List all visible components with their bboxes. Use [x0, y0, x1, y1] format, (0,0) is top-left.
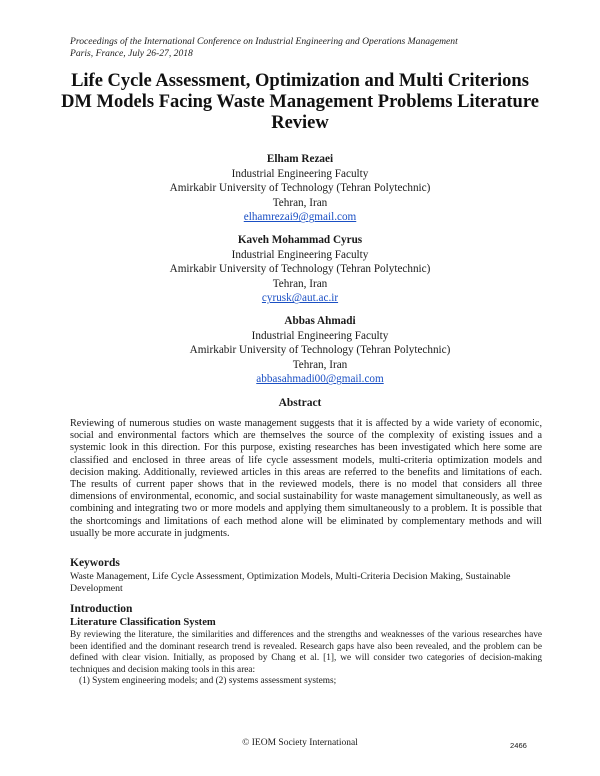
author-university: Amirkabir University of Technology (Tehran Polytechnic) — [169, 182, 431, 195]
author-email-link[interactable]: elhamrezai9@gmail.com — [243, 211, 357, 224]
author-faculty: Industrial Engineering Faculty — [231, 167, 369, 180]
author-faculty: Industrial Engineering Faculty — [251, 329, 389, 342]
introduction-paragraph: By reviewing the literature, the similarities and differences and the strengths and weaknesses of the various researches have been identified and the dominant research trend is revealed. Research gaps have also been revealed, and the problem can be defined with clear vision. Initially, as proposed by Chang et al. [1], we will consider two categories of decision-making techniques and decision making tools in this area: — [70, 630, 542, 675]
author-email-link[interactable]: abbasahmadi00@gmail.com — [256, 373, 384, 386]
introduction-heading: Introduction — [70, 603, 133, 615]
header-line-1: Proceedings of the International Conference on Industrial Engineering and Operations Management — [70, 36, 458, 47]
title-line-2: DM Models Facing Waste Management Problems Literature — [61, 92, 539, 112]
title-line-1: Life Cycle Assessment, Optimization and Multi Criterions — [71, 71, 529, 91]
author-city: Tehran, Iran — [292, 358, 348, 371]
author-block-3 — [120, 314, 520, 387]
author-city: Tehran, Iran — [272, 277, 328, 290]
author-block-1 — [100, 152, 500, 225]
running-header — [70, 36, 458, 60]
author-email-link[interactable]: cyrusk@aut.ac.ir — [261, 292, 339, 305]
author-block-2 — [100, 233, 500, 306]
author-name: Abbas Ahmadi — [284, 315, 356, 327]
literature-classification-subheading: Literature Classification System — [70, 617, 216, 628]
abstract-heading: Abstract — [278, 397, 322, 409]
header-line-2: Paris, France, July 26-27, 2018 — [70, 48, 193, 59]
page-number: 2466 — [510, 741, 527, 750]
author-university: Amirkabir University of Technology (Tehran Polytechnic) — [169, 263, 431, 276]
abstract-text: Reviewing of numerous studies on waste management suggests that it is affected by a wide variety of economic, social and environmental factors which are themselves the source of the complexity of existing issues and a systemic look in this direction. For this purpose, existing researches has been investigated which here some are classified and enclosed in three areas of life cycle assessment models, multi-criteria optimization models and decision making. Additionally, reviewed articles in this areas are referred to the benefits and limitations of each. The results of current paper shows that in the reviewed models, there is no model that considers all three dimensions of environmental, economic, and social sustainability for waste management simultaneously, as well as combining and integrating two or more models and applying them simultaneously to a problem. It is possible that the shortcomings and limitations of each method alone will be eliminated by complementary methods and will usually be more accurate in judgments. — [70, 418, 542, 539]
list-item: (1) System engineering models; and (2) systems assessment systems; — [79, 676, 337, 686]
keywords-heading: Keywords — [70, 557, 120, 569]
author-name: Kaveh Mohammad Cyrus — [237, 234, 363, 246]
footer-copyright: © IEOM Society International — [242, 738, 358, 748]
author-university: Amirkabir University of Technology (Tehran Polytechnic) — [189, 344, 451, 357]
title-line-3: Review — [271, 113, 329, 133]
author-name: Elham Rezaei — [266, 153, 334, 165]
paper-title — [60, 71, 540, 134]
author-faculty: Industrial Engineering Faculty — [231, 248, 369, 261]
keywords-text: Waste Management, Life Cycle Assessment, Optimization Models, Multi-Criteria Decision Making, Sustainable Development — [70, 571, 511, 594]
author-city: Tehran, Iran — [272, 196, 328, 209]
